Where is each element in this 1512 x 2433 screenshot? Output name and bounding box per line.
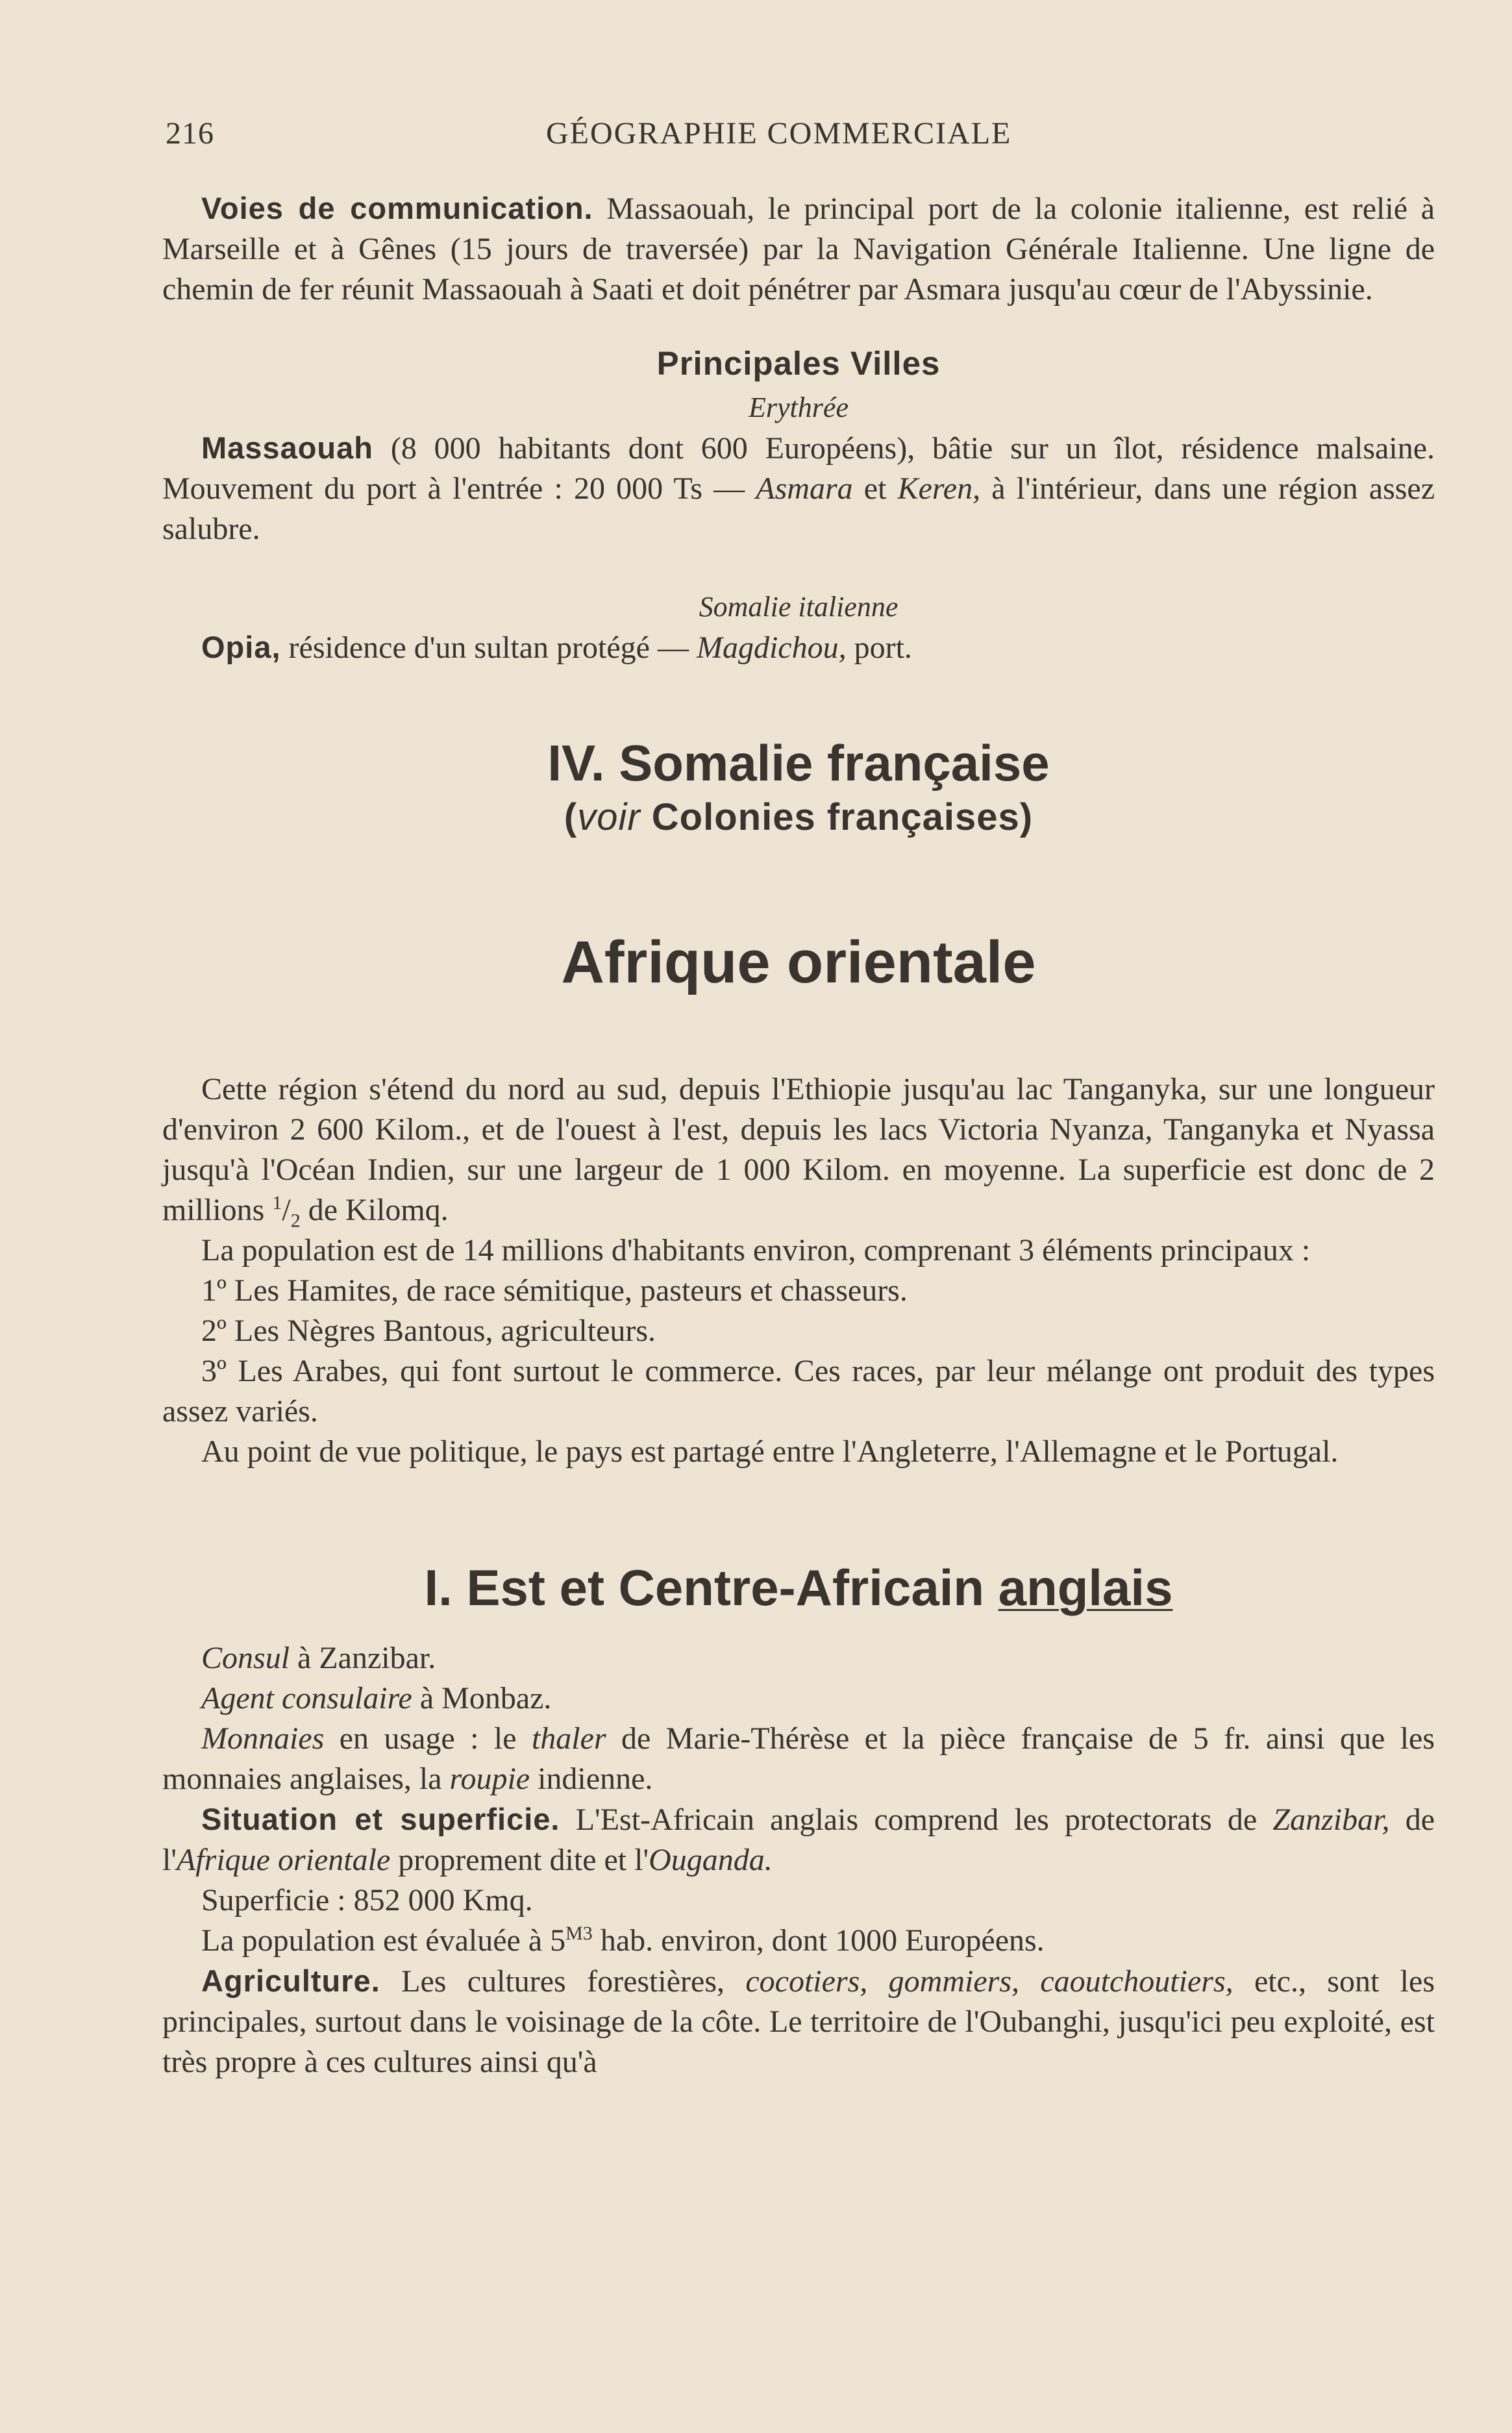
monnaies-label: Monnaies (201, 1721, 325, 1756)
section-1-title-pre: I. Est et Centre-Africain (424, 1559, 998, 1616)
afrique-item-1: 1º Les Hamites, de race sémitique, pasteurs et chasseurs. (201, 1273, 908, 1308)
section-1-title-underlined: anglais (998, 1559, 1173, 1616)
section-1-title (162, 1556, 1435, 1619)
magdichou-city: Magdichou, (696, 630, 847, 665)
population-sup: M3 (565, 1923, 593, 1944)
subtitle-voir: voir (577, 796, 641, 838)
monnaies-text-3: indienne. (538, 1762, 653, 1796)
subtitle-open: ( (564, 796, 578, 838)
afrique-orientale-word: Afrique orientale (176, 1843, 391, 1877)
agent-line (162, 1678, 1435, 1719)
monnaies-paragraph (162, 1719, 1435, 1799)
opia-text: résidence d'un sultan protégé — (288, 630, 689, 665)
section-iv-subtitle (162, 793, 1435, 842)
situation-paragraph (162, 1799, 1435, 1880)
agriculture-italic: cocotiers, gommiers, caoutchoutiers, (745, 1964, 1233, 1999)
massaouah-city: Massaouah (201, 430, 373, 465)
fraction-num: 1 (272, 1192, 282, 1214)
afrique-p1-text: Cette région s'étend du nord au sud, depuis l'Ethiopie jusqu'au lac Tanganyka, sur une longueur d'environ 2 600 Kilom., et de l'ouest à l'est, depuis les lacs Victoria Nyanza, Tanganyka et Nyassa jusqu'à l'Océan Indien, sur une largeur de 1 000 Kilom. en moyenne. La superficie est donc de 2 millions (162, 1072, 1435, 1227)
population-line (162, 1921, 1435, 1961)
situation-text-3: proprement dite et l' (398, 1843, 649, 1877)
keren-city: Keren, (897, 471, 981, 506)
roupie-word: roupie (449, 1762, 530, 1796)
agriculture-text-2: etc., sont les principales, surtout dans le voisinage de la côte. Le territoire de l'Oubanghi, jusqu'ici peu exploité, est très propre à ces cultures ainsi qu'à (162, 1964, 1435, 2079)
magdichou-text: port. (854, 630, 912, 665)
situation-label: Situation et superficie. (201, 1802, 560, 1836)
population-text-1: La population est évaluée à 5 (201, 1923, 566, 1958)
voies-heading: Voies de communication. (201, 191, 593, 225)
somalie-italienne-subheading: Somalie italienne (699, 591, 899, 623)
page-number: 216 (166, 116, 214, 151)
massaouah-text: (8 000 habitants dont 600 Européens), bâtie sur un îlot, résidence malsaine. Mouvement du port à l'entrée : 20 000 Ts — (162, 431, 1435, 506)
and-word: et (863, 471, 887, 506)
afrique-p1: Cette région s'étend du nord au sud, depuis l'Ethiopie jusqu'au lac Tanganyka, sur une longueur d'environ 2 600 Kilom., et de l'ouest à l'est, depuis les lacs Victoria Nyanza, Tanganyka et Nyassa jusqu'à l'Océan Indien, sur une largeur de 1 000 Kilom. en moyenne. La superficie est donc de 2 millions $^1/_2$ de Kilomq. (162, 1072, 1435, 1232)
ouganda-word: Ouganda. (649, 1843, 773, 1877)
afrique-p3: Au point de vue politique, le pays est partagé entre l'Angleterre, l'Allemagne et le Portugal. (201, 1434, 1339, 1469)
section-iv-title: IV. Somalie française (547, 734, 1050, 792)
afrique-item-2: 2º Les Nègres Bantous, agriculteurs. (201, 1314, 656, 1348)
asmara-city: Asmara (756, 471, 853, 506)
page-body (162, 188, 1435, 2082)
consul-label: Consul (201, 1641, 290, 1675)
massaouah-paragraph (162, 428, 1435, 549)
agent-label: Agent consulaire (201, 1681, 412, 1716)
monnaies-text-1: en usage : le (339, 1721, 517, 1756)
consul-text: à Zanzibar. (297, 1641, 436, 1675)
voies-paragraph (162, 188, 1435, 310)
zanzibar-word: Zanzibar, (1272, 1803, 1390, 1837)
afrique-p1-end: de Kilomq. (308, 1193, 449, 1227)
thaler-word: thaler (531, 1721, 606, 1756)
opia-city: Opia, (201, 630, 281, 664)
consul-line (162, 1638, 1435, 1678)
opia-paragraph (162, 627, 1435, 668)
monnaies-text-2: de Marie-Thérèse et la pièce française de 5 fr. ainsi que les monnaies anglaises, la (162, 1721, 1435, 1796)
situation-text-2: de l' (162, 1803, 1435, 1877)
fraction-den: 2 (290, 1210, 301, 1232)
agriculture-label: Agriculture. (201, 1964, 380, 1998)
voies-text: Massaouah, le principal port de la colonie italienne, est relié à Marseille et à Gênes (15 jours de traversée) par la Navigation Générale Italienne. Une ligne de chemin de fer réunit Massaouah à Saati et doit pénétrer par Asmara jusqu'au cœur de l'Abyssinie. (162, 192, 1435, 306)
page-header (166, 116, 1457, 155)
agent-text: à Monbaz. (419, 1681, 552, 1716)
afrique-orientale-title: Afrique orientale (561, 929, 1036, 995)
running-title: GÉOGRAPHIE COMMERCIALE (546, 116, 1012, 151)
subtitle-rest: Colonies françaises) (651, 796, 1034, 838)
afrique-p2: La population est de 14 millions d'habitants environ, comprenant 3 éléments principaux : (201, 1233, 1311, 1267)
population-text-2: hab. environ, dont 1000 Européens. (600, 1923, 1045, 1958)
agriculture-text-1: Les cultures forestières, (401, 1964, 725, 1999)
superficie-line: Superficie : 852 000 Kmq. (201, 1883, 533, 1917)
villes-heading: Principales Villes (656, 345, 941, 382)
erythree-subheading: Erythrée (749, 392, 849, 423)
situation-text-1: L'Est-Africain anglais comprend les protectorats de (575, 1803, 1258, 1837)
agriculture-paragraph (162, 1961, 1435, 2082)
afrique-item-3: 3º Les Arabes, qui font surtout le commerce. Ces races, par leur mélange ont produit des types assez variés. (162, 1354, 1435, 1429)
keren-text: à l'intérieur, dans une région assez salubre. (162, 471, 1435, 546)
